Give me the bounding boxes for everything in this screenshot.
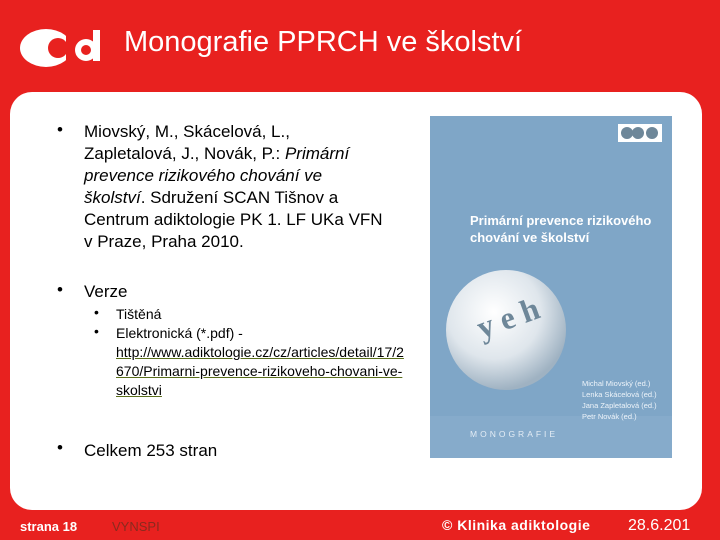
book-cover-image bbox=[430, 116, 672, 458]
bullet-marker: • bbox=[57, 120, 63, 139]
adiktologie-logo bbox=[18, 22, 102, 70]
version-electronic bbox=[116, 324, 406, 400]
bullet-marker: • bbox=[57, 280, 63, 299]
citation-book-title: Primární prevence rizikového chování ve školství bbox=[84, 144, 350, 207]
book-author: Petr Novák (ed.) bbox=[582, 412, 637, 421]
version-electronic-label: Elektronická (*.pdf) - bbox=[116, 325, 243, 341]
pdf-download-link[interactable]: http://www.adiktologie.cz/cz/articles/detail/17/2670/Primarni-prevence-rizikoveho-chovani-ve-skolstvi bbox=[116, 344, 404, 398]
page-number: strana 18 bbox=[20, 519, 78, 534]
page-count: Celkem 253 stran bbox=[84, 441, 218, 460]
copyright-text: © Klinika adiktologie bbox=[442, 517, 591, 533]
page-title: Monografie PPRCH ve školství bbox=[124, 26, 523, 58]
footer-center-text: VYNSPI bbox=[112, 519, 160, 534]
version-printed: Tištěná bbox=[116, 306, 162, 322]
svg-text:y e h: y e h bbox=[471, 289, 545, 346]
book-author: Jana Zapletalová (ed.) bbox=[582, 401, 657, 410]
sub-bullet-marker: • bbox=[94, 304, 99, 320]
book-author: Lenka Skácelová (ed.) bbox=[582, 390, 657, 399]
date-text: 28.6.201 bbox=[628, 517, 691, 534]
book-cover-series: MONOGRAFIE bbox=[470, 429, 559, 439]
sub-bullet-marker: • bbox=[94, 323, 99, 339]
citation-publisher: . Sdružení SCAN Tišnov a Centrum adiktologie PK 1. LF UKa VFN v Praze, Praha 2010. bbox=[84, 188, 383, 251]
book-cover-title: Primární prevence rizikového chování ve školství bbox=[470, 213, 652, 245]
book-author: Michal Miovský (ed.) bbox=[582, 379, 651, 388]
citation-authors: Miovský, M., Skácelová, L., Zapletalová, J., Novák, P.: bbox=[84, 122, 290, 163]
versions-label: Verze bbox=[84, 282, 128, 301]
book-cover-authors bbox=[582, 378, 657, 422]
citation-text bbox=[84, 121, 384, 253]
bullet-marker: • bbox=[57, 438, 63, 457]
